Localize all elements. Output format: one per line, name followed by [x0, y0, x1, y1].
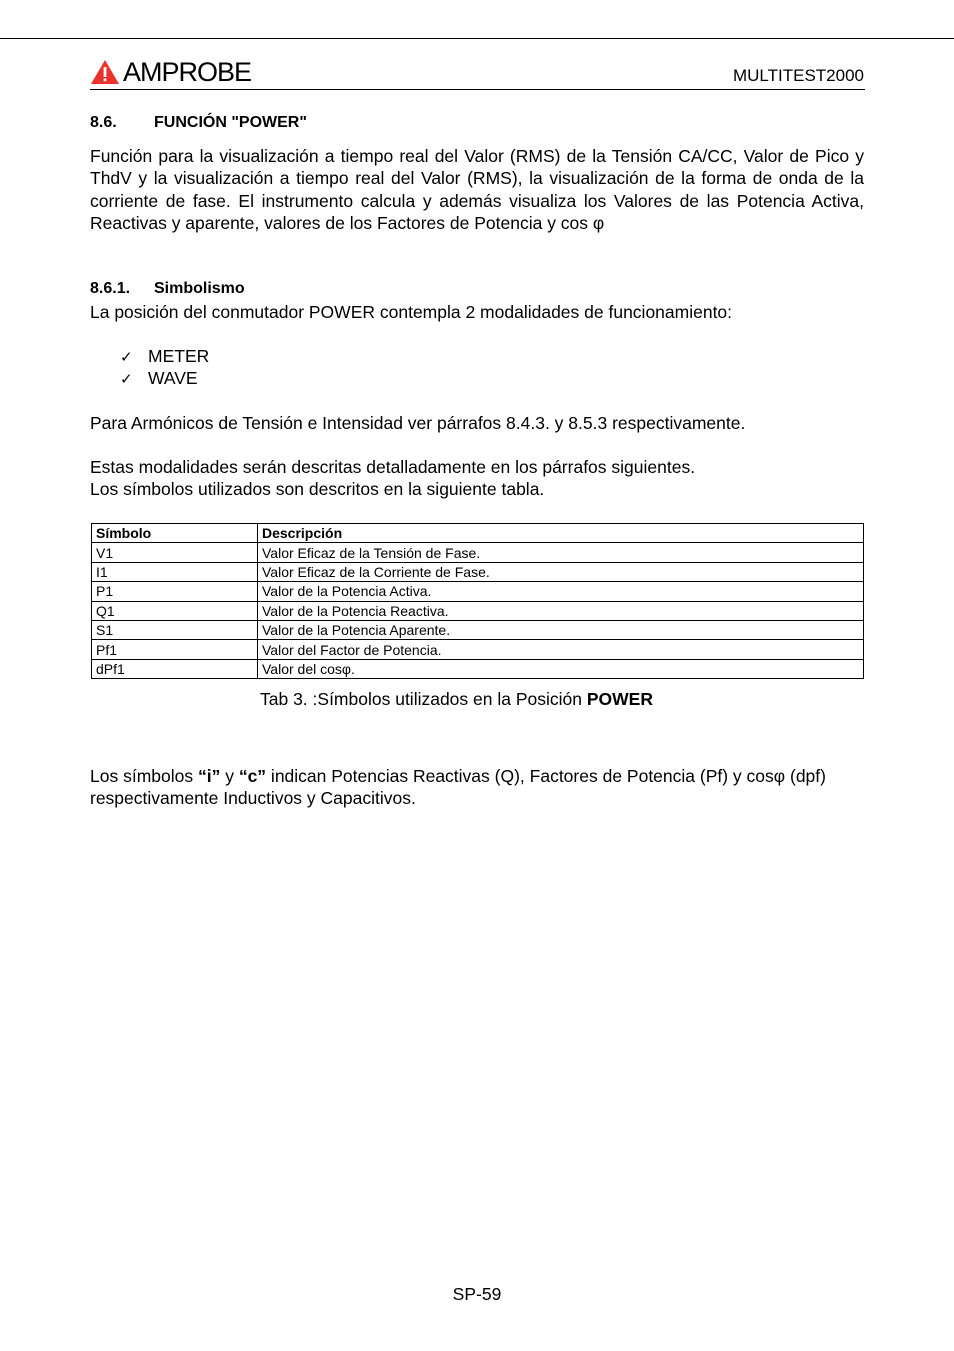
table-row [92, 659, 864, 678]
symbol-cell: Q1 [92, 601, 258, 620]
symbol-cell: V1 [92, 543, 258, 562]
list-item [120, 367, 198, 391]
symbol-cell: S1 [92, 620, 258, 639]
symbols-table [91, 523, 864, 679]
column-header-symbol: Símbolo [92, 524, 258, 543]
final-note-text: Los símbolos [90, 766, 198, 786]
symbols-note: Los símbolos utilizados son descritos en la siguiente tabla. [90, 479, 545, 499]
column-header-description: Descripción [258, 524, 864, 543]
table-row [92, 582, 864, 601]
section-number: 8.6. [90, 114, 117, 131]
symbol-i: “i” [197, 766, 221, 786]
list-item-label: METER [148, 346, 210, 366]
subsection-title: Simbolismo [154, 280, 245, 297]
description-cell: Valor del Factor de Potencia. [258, 640, 864, 659]
symbol-cell: dPf1 [92, 659, 258, 678]
page-number: SP-59 [452, 1284, 502, 1304]
warning-triangle-icon [90, 59, 120, 85]
subsection-heading [90, 280, 245, 298]
harmonics-note: Para Armónicos de Tensión e Intensidad ver párrafos 8.4.3. y 8.5.3 respectivamente. [90, 413, 746, 433]
section-title: FUNCIÓN "POWER" [154, 114, 307, 131]
table-row [92, 601, 864, 620]
check-mark-icon: ✓ [120, 371, 133, 388]
table-row [92, 562, 864, 581]
product-name: MULTITEST2000 [732, 66, 864, 85]
brand-name: AMPROBE [123, 56, 252, 87]
subsection-intro: La posición del conmutador POWER contempla 2 modalidades de funcionamiento: [90, 302, 733, 322]
list-item [120, 345, 209, 369]
table-caption [260, 689, 653, 710]
modes-note: Estas modalidades serán descritas detalladamente en los párrafos siguientes. [90, 457, 696, 477]
header-rule [90, 89, 865, 90]
table-header-row [92, 524, 864, 543]
description-cell: Valor del cosφ. [258, 659, 864, 678]
section-paragraph: Función para la visualización a tiempo real del Valor (RMS) de la Tensión CA/CC, Valor de Pico y ThdV y la visualización a tiempo real del Valor (RMS), la visualización de la forma de onda de la corriente de fase. El instrumento calcula y además visualiza los Valores de las Potencia Activa, Reactivas y aparente, valores de los Factores de Potencia y cos φ [90, 146, 864, 233]
symbol-cell: P1 [92, 582, 258, 601]
symbol-cell: Pf1 [92, 640, 258, 659]
symbol-c: “c” [238, 766, 267, 786]
description-cell: Valor de la Potencia Aparente. [258, 620, 864, 639]
final-note-text: indican Potencias Reactivas (Q), Factores de Potencia (Pf) y cosφ (dpf) respectivamente Inductivos y Capacitivos. [90, 766, 826, 808]
top-rule [0, 38, 954, 39]
description-cell: Valor de la Potencia Activa. [258, 582, 864, 601]
description-cell: Valor de la Potencia Reactiva. [258, 601, 864, 620]
section-heading [90, 114, 307, 132]
caption-bold: POWER [586, 689, 653, 709]
check-mark-icon: ✓ [120, 349, 133, 366]
final-note [90, 765, 864, 809]
amprobe-logo [90, 56, 251, 88]
table-row [92, 543, 864, 562]
final-note-text: y [220, 766, 239, 786]
symbol-cell: I1 [92, 562, 258, 581]
list-item-label: WAVE [148, 368, 198, 388]
subsection-number: 8.6.1. [90, 280, 131, 297]
table-row [92, 640, 864, 659]
description-cell: Valor Eficaz de la Tensión de Fase. [258, 543, 864, 562]
caption-text: Tab 3. :Símbolos utilizados en la Posición [260, 689, 587, 709]
table-row [92, 620, 864, 639]
description-cell: Valor Eficaz de la Corriente de Fase. [258, 562, 864, 581]
